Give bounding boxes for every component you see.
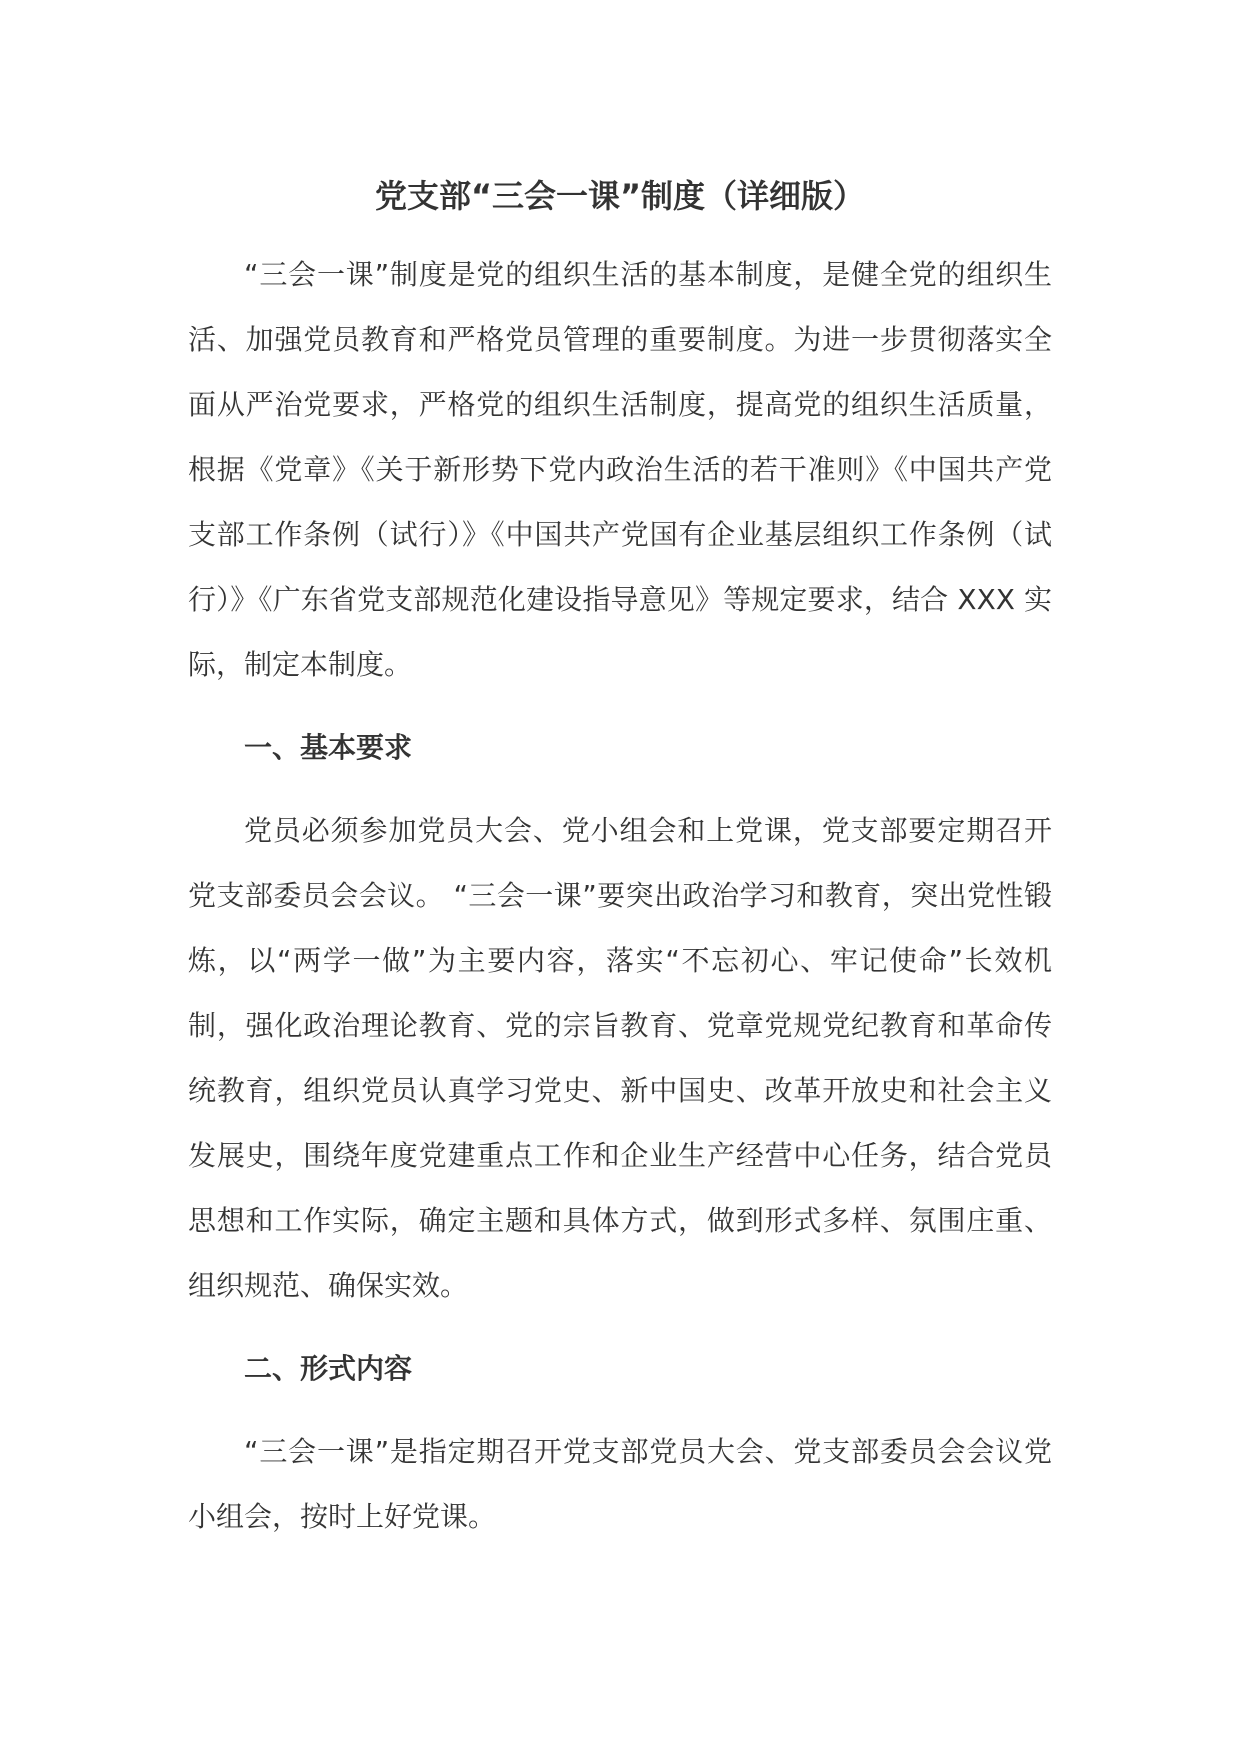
section-paragraph-basic-requirements: 党员必须参加党员大会、党小组会和上党课，党支部要定期召开党支部委员会会议。 “三会一课”要突出政治学习和教育，突出党性锻炼，以“两学一做”为主要内容，落实“不忘初心、牢记使命”长效机制，强化政治理论教育、党的宗旨教育、党章党规党纪教育和革命传统教育，组织党员认真学习党史、新中国史、改革开放史和社会主义发展史，围绕年度党建重点工作和企业生产经营中心任务，结合党员思想和工作实际，确定主题和具体方式，做到形式多样、氛围庄重、组织规范、确保实效。 bbox=[188, 814, 1052, 1302]
intro-paragraph: “三会一课”制度是党的组织生活的基本制度，是健全党的组织生活、加强党员教育和严格党员管理的重要制度。为进一步贯彻落实全面从严治党要求，严格党的组织生活制度，提高党的组织生活质量，根据《党章》《关于新形势下党内政治生活的若干准则》《中国共产党支部工作条例（试行）》《中国共产党国有企业基层组织工作条例（试行）》《广东省党支部规范化建设指导意见》等规定要求，结合 XXX 实际，制定本制度。 bbox=[188, 258, 1052, 681]
section-heading-form-content: 二、形式内容 bbox=[244, 1352, 413, 1385]
document-title: 党支部“三会一课”制度（详细版） bbox=[374, 177, 866, 215]
section-heading-basic-requirements: 一、基本要求 bbox=[244, 731, 413, 764]
section-paragraph-form-content: “三会一课”是指定期召开党支部党员大会、党支部委员会会议党小组会，按时上好党课。 bbox=[188, 1435, 1052, 1533]
